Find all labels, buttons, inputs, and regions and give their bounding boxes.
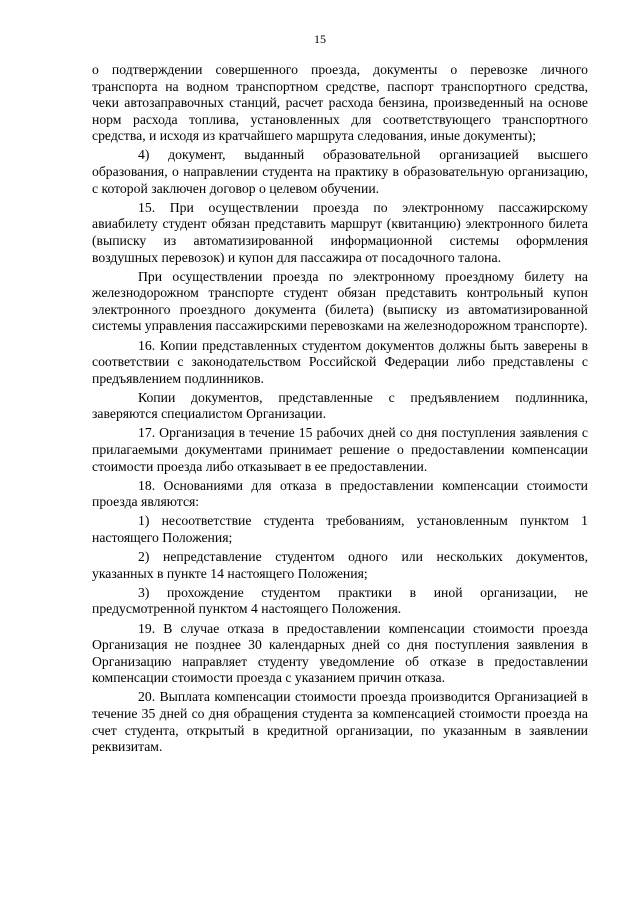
paragraph-clause-19: 19. В случае отказа в предоставлении компенсации стоимости проезда Организация не позднее 30 календарных дней со дня поступления заявления в Организацию направляет студенту уведомление об отказе в предоставлении компенсации стоимости проезда с указанием причин отказа. — [92, 620, 588, 686]
paragraph-continuation: о подтверждении совершенного проезда, документы о перевозке личного транспорта на водном транспортном средстве, паспорт транспортного средства, чеки автозаправочных станций, расчет расхода бензина, произведенный на основе норм расхода топлива, установленных для соответствующего транспортного средства, и исходя из кратчайшего маршрута следования, иные документы); — [92, 62, 588, 144]
paragraph-clause-18-item-1: 1) несоответствие студента требованиям, установленным пунктом 1 настоящего Положения; — [92, 513, 588, 546]
paragraph-clause-16: 16. Копии представленных студентом документов должны быть заверены в соответствии с законодательством Российской Федерации либо представлены с предъявлением подлинников. — [92, 337, 588, 386]
paragraph-clause-18-item-2: 2) непредставление студентом одного или нескольких документов, указанных в пункте 14 настоящего Положения; — [92, 549, 588, 581]
page-number: 15 — [314, 32, 326, 46]
paragraph-clause-18: 18. Основаниями для отказа в предоставлении компенсации стоимости проезда являются: — [92, 477, 588, 510]
paragraph-clause-17: 17. Организация в течение 15 рабочих дней со дня поступления заявления с прилагаемыми документами принимает решение о предоставлении компенсации стоимости проезда либо отказывает в ее предоставлении. — [92, 425, 588, 474]
paragraph-clause-15-rail: При осуществлении проезда по электронному проездному билету на железнодорожном транспорте студент обязан представить контрольный купон электронного проездного документа (билета) (выписку из автоматизированной системы управления пассажирскими перевозками на железнодорожном транспорте). — [92, 268, 588, 334]
paragraph-clause-18-item-3: 3) прохождение студентом практики в иной организации, не предусмотренной пунктом 4 настоящего Положения. — [92, 584, 588, 617]
paragraph-clause-16-copies: Копии документов, представленные с предъявлением подлинника, заверяются специалистом Организации. — [92, 389, 588, 422]
paragraph-item-4: 4) документ, выданный образовательной организацией высшего образования, о направлении студента на практику в образовательную организацию, с которой заключен договор о целевом обучении. — [92, 147, 588, 196]
paragraph-clause-20: 20. Выплата компенсации стоимости проезда производится Организацией в течение 35 дней со дня обращения студента за компенсацией стоимости проезда на счет студента, открытый в кредитной организации, по указанным в заявлении реквизитам. — [92, 689, 588, 755]
paragraph-clause-15: 15. При осуществлении проезда по электронному пассажирскому авиабилету студент обязан представить маршрут (квитанцию) электронного билета (выписку из автоматизированной информационной системы оформления воздушных перевозок) и купон для пассажира от посадочного талона. — [92, 199, 588, 265]
document-body — [92, 62, 588, 758]
